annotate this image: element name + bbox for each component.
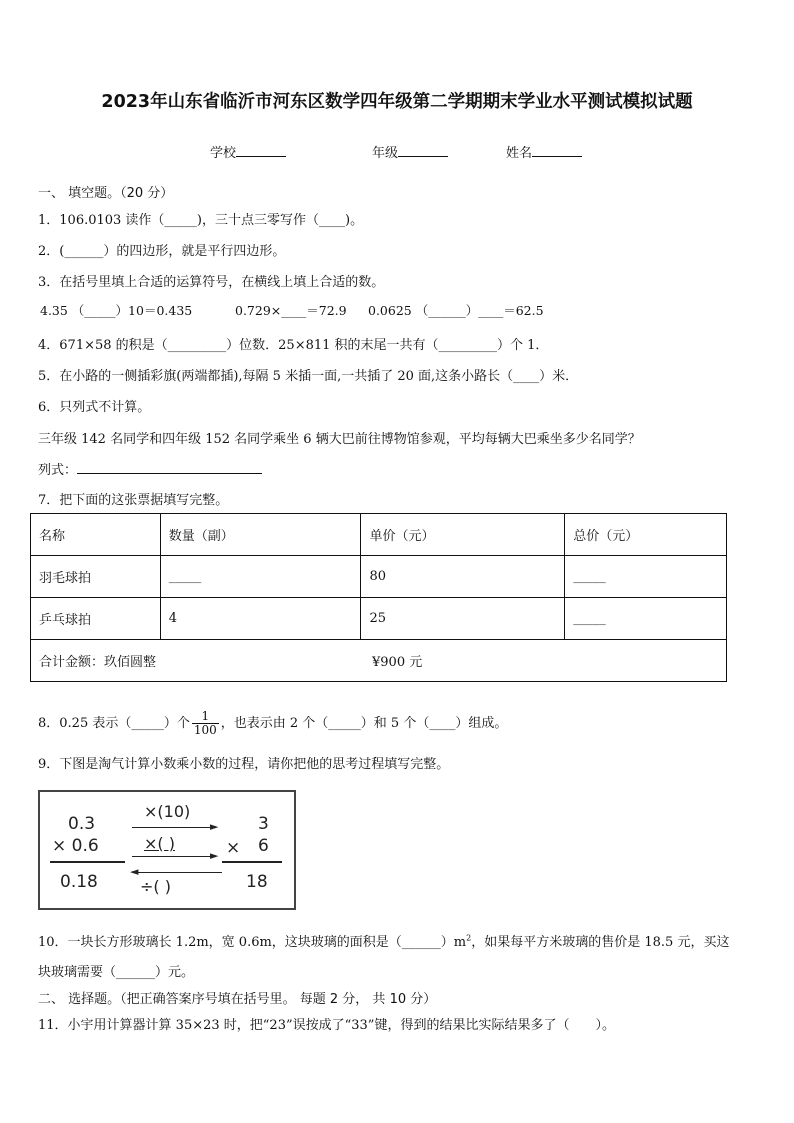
fraction-numerator: 1: [192, 710, 219, 724]
calc-mid-right-sign: ×: [226, 838, 241, 858]
question-4: 4．671×58 的积是（_________）位数．25×811 积的末尾一共有（_________）个 1．: [38, 338, 549, 353]
arrow-head-icon: ►: [210, 849, 219, 862]
header-cell: 总价（元）: [565, 514, 727, 556]
total-label: 合计金额：玖佰圆整: [39, 655, 157, 670]
calculation-figure: [38, 790, 296, 910]
grade-field: [372, 142, 448, 161]
table-total-row: [31, 640, 727, 682]
q8-prefix: 8．0.25 表示（_____）个: [38, 716, 190, 731]
q10-superscript: 2: [466, 933, 472, 943]
name-label: 姓名: [506, 146, 533, 161]
section2-heading: 二、 选择题。（把正确答案序号填在括号里。 每题 2 分， 共 10 分）: [38, 992, 437, 1007]
right-arrow-1: [132, 827, 216, 828]
question-6-body: 三年级 142 名同学和四年级 152 名同学乘坐 6 辆大巴前往博物馆参观，平均每辆大巴乘坐多少名同学？: [38, 432, 641, 447]
arrow2-label: ×( ): [144, 834, 175, 853]
arrow1-label: ×(10): [144, 802, 191, 821]
q10-text-b: ，如果每平方米玻璃的售价是 18.5 元，买这: [471, 935, 730, 950]
table-cell-blank[interactable]: _____: [565, 556, 727, 598]
question-1: 1．106.0103 读作（_____)，三十点三零写作（____)。: [38, 213, 364, 228]
table-row: [31, 556, 727, 598]
table-cell-blank[interactable]: _____: [565, 598, 727, 640]
header-cell: 数量（副）: [160, 514, 361, 556]
school-field: [210, 142, 286, 161]
calc-top-left: 0.3: [68, 814, 96, 834]
left-arrow: [138, 872, 222, 873]
table-cell: 羽毛球拍: [31, 556, 161, 598]
total-cell: [31, 640, 727, 682]
school-label: 学校: [210, 146, 237, 161]
question-7: 7．把下面的这张票据填写完整。: [38, 493, 229, 508]
formula-3: 0.0625 （______）____＝62.5: [368, 303, 544, 318]
fraction: [192, 710, 219, 737]
grade-blank[interactable]: [398, 144, 448, 157]
header-cell: 名称: [31, 514, 161, 556]
calc-result-left: 0.18: [60, 872, 98, 892]
question-10-line2: 块玻璃需要（______）元。: [38, 965, 195, 980]
question-11: 11．小宇用计算器计算 35×23 时，把“23”误按成了“33”键，得到的结果比实际结果多了（ ）。: [38, 1018, 615, 1033]
question-3: 3．在括号里填上合适的运算符号，在横线上填上合适的数。: [38, 275, 385, 290]
formula-2: 0.729×____＝72.9: [235, 303, 347, 318]
question-5: 5．在小路的一侧插彩旗(两端都插),每隔 5 米插一面,一共插了 20 面,这条小路长（____）米．: [38, 369, 579, 384]
calc-result-right: 18: [246, 872, 268, 892]
page-title: 2023年山东省临沂市河东区数学四年级第二学期期末学业水平测试模拟试题: [101, 92, 693, 112]
arrow-head-left-icon: ◄: [130, 865, 139, 878]
name-blank[interactable]: [532, 144, 582, 157]
question-6-listing: [38, 459, 262, 478]
table-cell-blank[interactable]: _____: [160, 556, 361, 598]
formula-1: 4.35 （_____）10＝0.435: [40, 303, 193, 318]
q10-text-a: 10．一块长方形玻璃长 1.2m，宽 0.6m，这块玻璃的面积是（______）m: [38, 935, 467, 950]
calc-mid-left: × 0.6: [52, 836, 99, 856]
header-cell: 单价（元）: [361, 514, 565, 556]
question-6: 6．只列式不计算。: [38, 400, 151, 415]
table-row: [31, 598, 727, 640]
listing-blank[interactable]: [77, 461, 262, 474]
receipt-table: [30, 513, 727, 682]
arrow3-label: ÷( ): [140, 877, 171, 896]
section1-heading: 一、 填空题。（20 分）: [38, 186, 174, 201]
total-value: ¥900 元: [372, 655, 423, 670]
calc-mid-right: 6: [258, 836, 269, 856]
table-header-row: [31, 514, 727, 556]
question-9: 9．下图是淘气计算小数乘小数的过程，请你把他的思考过程填写完整。: [38, 757, 450, 772]
question-8: [38, 710, 507, 737]
arrow-head-icon: ►: [210, 820, 219, 833]
listing-label: 列式：: [38, 463, 78, 478]
name-field: [506, 142, 582, 161]
table-cell: 4: [160, 598, 361, 640]
calc-top-right: 3: [258, 814, 269, 834]
right-arrow-2: [132, 856, 216, 857]
fraction-denominator: 100: [193, 723, 217, 737]
table-cell: 乒乓球拍: [31, 598, 161, 640]
calc-left-rule: [50, 861, 125, 863]
grade-label: 年级: [372, 146, 399, 161]
q8-suffix: ，也表示由 2 个（_____）和 5 个（____）组成。: [220, 716, 508, 731]
question-10-line1: [38, 931, 729, 950]
table-cell: 25: [361, 598, 565, 640]
table-cell: 80: [361, 556, 565, 598]
question-2: 2．(______）的四边形，就是平行四边形。: [38, 244, 286, 259]
school-blank[interactable]: [236, 144, 286, 157]
calc-right-rule: [222, 861, 282, 863]
